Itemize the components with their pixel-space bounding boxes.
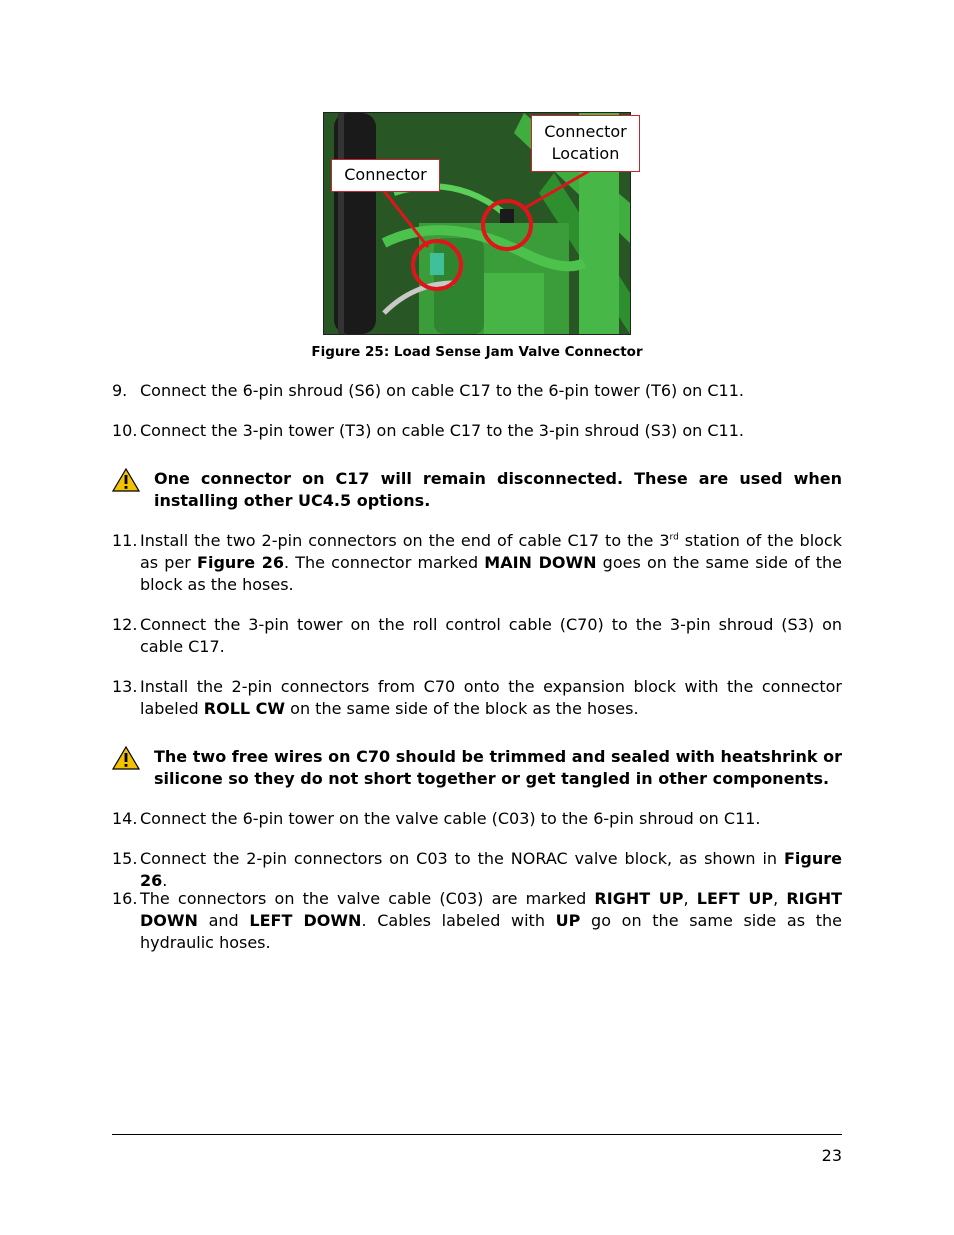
step-text: Connect the 6-pin tower on the valve cable (C03) to the 6-pin shroud on C11. <box>140 809 761 828</box>
step-12 <box>112 614 842 658</box>
step-number: 10. <box>112 421 138 440</box>
step-text: Connect the 3-pin tower on the roll control cable (C70) to the 3-pin shroud (S3) on cable C17. <box>140 615 842 656</box>
footer-rule <box>112 1134 842 1135</box>
warning-text: The two free wires on C70 should be trimmed and sealed with heatshrink or silicone so they do not short together or get tangled in other components. <box>154 747 842 788</box>
figure-caption: Figure 25: Load Sense Jam Valve Connector <box>311 344 643 360</box>
step-text: Install the two 2-pin connectors on the end of cable C17 to the 3rd station of the block as per Figure 26. The connector marked MAIN DOWN goes on the same side of the block as the hoses. <box>140 531 842 594</box>
callout-connector <box>331 159 440 192</box>
warning-icon <box>112 746 140 770</box>
step-text: Connect the 6-pin shroud (S6) on cable C17 to the 6-pin tower (T6) on C11. <box>140 381 744 400</box>
step-number: 9. <box>112 381 128 400</box>
step-number: 14. <box>112 809 138 828</box>
step-14 <box>112 808 842 830</box>
step-15 <box>112 848 842 892</box>
step-10 <box>112 420 842 442</box>
step-11 <box>112 530 842 596</box>
step-number: 13. <box>112 677 138 696</box>
step-number: 11. <box>112 531 138 550</box>
step-number: 15. <box>112 849 138 868</box>
step-13 <box>112 676 842 720</box>
callout-connector-label: Connector <box>344 165 427 184</box>
step-text: Connect the 2-pin connectors on C03 to the NORAC valve block, as shown in Figure 26. <box>140 849 842 890</box>
step-16 <box>112 888 842 954</box>
warning-text: One connector on C17 will remain disconnected. These are used when installing other UC4.5 options. <box>154 469 842 510</box>
step-number: 16. <box>112 889 138 908</box>
step-text: The connectors on the valve cable (C03) are marked RIGHT UP, LEFT UP, RIGHT DOWN and LEFT DOWN. Cables labeled with UP go on the same side as the hydraulic hoses. <box>140 889 843 952</box>
warning-callout <box>112 468 842 512</box>
step-number: 12. <box>112 615 138 634</box>
warning-callout <box>112 746 842 790</box>
step-text: Install the 2-pin connectors from C70 onto the expansion block with the connector labeled ROLL CW on the same side of the block as the hoses. <box>140 677 842 718</box>
page-number: 23 <box>821 1146 842 1165</box>
step-9 <box>112 380 842 402</box>
callout-location-line1: Connector <box>544 122 627 141</box>
warning-icon <box>112 468 140 492</box>
callout-connector-location <box>531 115 640 172</box>
callout-location-line2: Location <box>551 144 620 163</box>
step-text: Connect the 3-pin tower (T3) on cable C17 to the 3-pin shroud (S3) on C11. <box>140 421 744 440</box>
